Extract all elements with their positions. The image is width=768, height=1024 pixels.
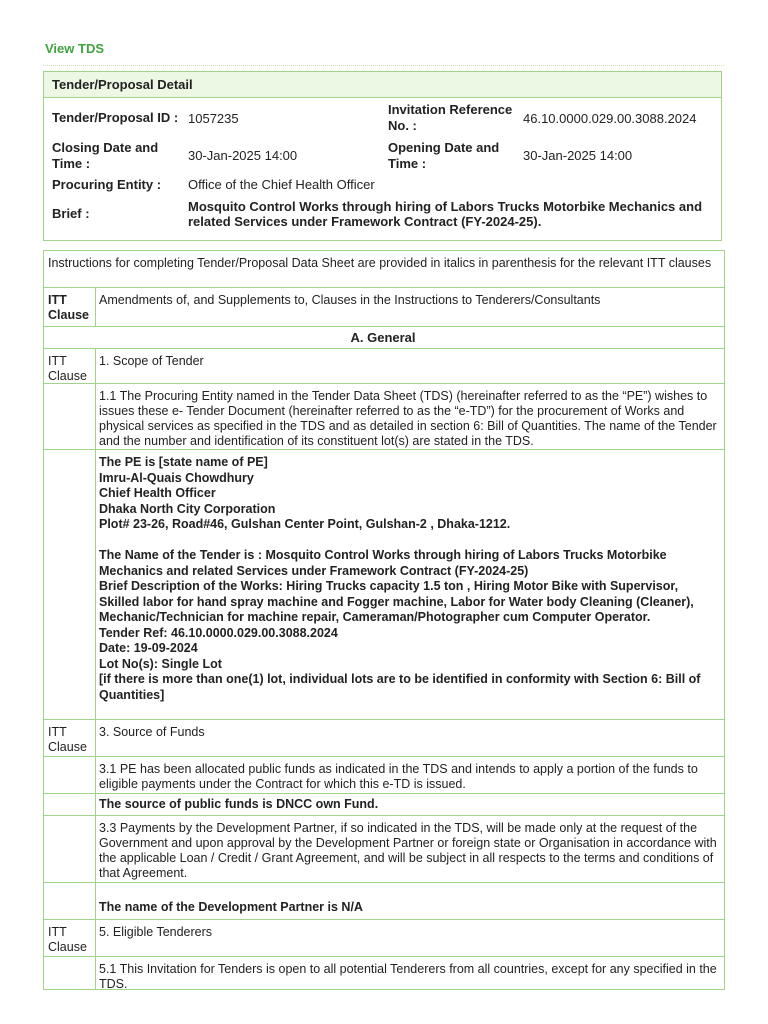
tender-name: The Name of the Tender is : Mosquito Control Works through hiring of Labors Trucks Motorbike Mechanics and related Services under Framework Contract (FY-2024-25) <box>99 548 667 578</box>
empty-clause-cell <box>44 883 96 919</box>
invitation-ref-label: Invitation Reference No. : <box>388 102 513 133</box>
table-row <box>44 882 724 919</box>
closing-date-label: Closing Date and Time : <box>52 140 159 171</box>
invitation-ref-value: 46.10.0000.029.00.3088.2024 <box>523 111 697 126</box>
table-row <box>44 919 724 956</box>
table-row <box>44 815 724 882</box>
itt-clause-label: ITT Clause <box>44 720 96 756</box>
pe-line: Chief Health Officer <box>99 486 216 500</box>
empty-clause-cell <box>44 957 96 989</box>
itt-clause-header: ITT Clause <box>44 288 96 326</box>
brief-works: Brief Description of the Works: Hiring Trucks capacity 1.5 ton , Hiring Motor Bike with Supervisor, Skilled labor for hand spray machine and Fogger machine, Labor for Water body Cleaning (Cleaner), Mechanic/Technician for machine repair, Cameraman/Photographer cum Computer Operator. <box>99 579 694 624</box>
empty-clause-cell <box>44 384 96 449</box>
closing-date-value: 30-Jan-2025 14:00 <box>188 148 298 163</box>
scope-text: 1.1 The Procuring Entity named in the Tender Data Sheet (TDS) (hereinafter referred to as the “PE”) wishes to issues these e- Tender Document (hereinafter referred to as the “e-TD”) for the procurement of Works and physical services as specified in the TDS and as detailed in section 6: Bill of Quantities. The name of the Tender and the number and identification of its constituent lot(s) are stated in the TDS. <box>99 389 717 448</box>
lot-numbers: Lot No(s): Single Lot <box>99 656 222 671</box>
itt-clause-label: ITT Clause <box>44 349 96 383</box>
table-row <box>44 756 724 793</box>
section-general-heading: A. General <box>350 330 416 345</box>
opening-date-label: Opening Date and Time : <box>388 140 500 171</box>
divider <box>43 65 724 66</box>
pe-line: The PE is [state name of PE] <box>99 455 268 469</box>
scope-title: 1. Scope of Tender <box>99 354 204 368</box>
brief-label: Brief : <box>52 206 90 221</box>
instructions-text: Instructions for completing Tender/Proposal Data Sheet are provided in italics in parenthesis for the relevant ITT clauses <box>48 256 712 270</box>
eligible-title: 5. Eligible Tenderers <box>99 925 213 939</box>
section-row <box>44 326 724 348</box>
itt-clause-label: ITT Clause <box>44 920 96 956</box>
brief-value: Mosquito Control Works through hiring of Labors Trucks Motorbike Mechanics and related Services under Framework Contract (FY-2024-25). <box>188 199 703 229</box>
table-row <box>44 348 724 383</box>
procuring-entity-value: Office of the Chief Health Officer <box>188 177 375 192</box>
pe-line: Plot# 23-26, Road#46, Gulshan Center Point, Gulshan-2 , Dhaka-1212. <box>99 517 511 531</box>
table-row <box>44 383 724 449</box>
tender-id-value: 1057235 <box>188 111 239 126</box>
empty-clause-cell <box>44 450 96 719</box>
empty-clause-cell <box>44 794 96 815</box>
tender-date: Date: 19-09-2024 <box>99 641 198 655</box>
funds-source: The source of public funds is DNCC own Fund. <box>99 797 379 811</box>
opening-date-value: 30-Jan-2025 14:00 <box>523 148 633 163</box>
empty-clause-cell <box>44 816 96 882</box>
view-tds-link[interactable]: View TDS <box>45 41 105 56</box>
pe-line: Imru-Al-Quais Chowdhury <box>99 470 254 485</box>
pe-line: Dhaka North City Corporation <box>99 501 276 516</box>
lot-note: [if there is more than one(1) lot, individual lots are to be identified in conformity with Section 6: Bill of Quantities] <box>99 672 701 702</box>
table-row <box>44 449 724 719</box>
payments-text: 3.3 Payments by the Development Partner, if so indicated in the TDS, will be made only at the request of the Government and upon approval by the Development Partner or foreign state or Organisation in accordance with the applicable Loan / Credit / Grant Agreement, and will be subject in all respects to the terms and conditions of that Agreement. <box>99 821 717 880</box>
empty-clause-cell <box>44 757 96 793</box>
table-row <box>44 956 724 990</box>
tender-detail-panel <box>43 71 722 241</box>
tender-ref: Tender Ref: 46.10.0000.029.00.3088.2024 <box>99 625 338 640</box>
funds-title: 3. Source of Funds <box>99 725 205 739</box>
funds-text: 3.1 PE has been allocated public funds as indicated in the TDS and intends to apply a portion of the funds to eligible payments under the Contract for which this e-TD is issued. <box>99 762 698 791</box>
tender-data-sheet <box>43 250 725 990</box>
table-row <box>44 287 724 326</box>
tender-id-label: Tender/Proposal ID : <box>52 110 179 125</box>
instructions-row <box>44 250 724 287</box>
amendments-text: Amendments of, and Supplements to, Clauses in the Instructions to Tenderers/Consultants <box>99 293 601 307</box>
procuring-entity-label: Procuring Entity : <box>52 177 162 192</box>
table-row <box>44 719 724 756</box>
pe-details-block <box>96 450 724 703</box>
panel-title: Tender/Proposal Detail <box>44 72 721 98</box>
table-row <box>44 793 724 815</box>
eligible-text: 5.1 This Invitation for Tenders is open to all potential Tenderers from all countries, except for any specified in the TDS. <box>99 962 717 991</box>
development-partner: The name of the Development Partner is N/A <box>99 900 363 914</box>
